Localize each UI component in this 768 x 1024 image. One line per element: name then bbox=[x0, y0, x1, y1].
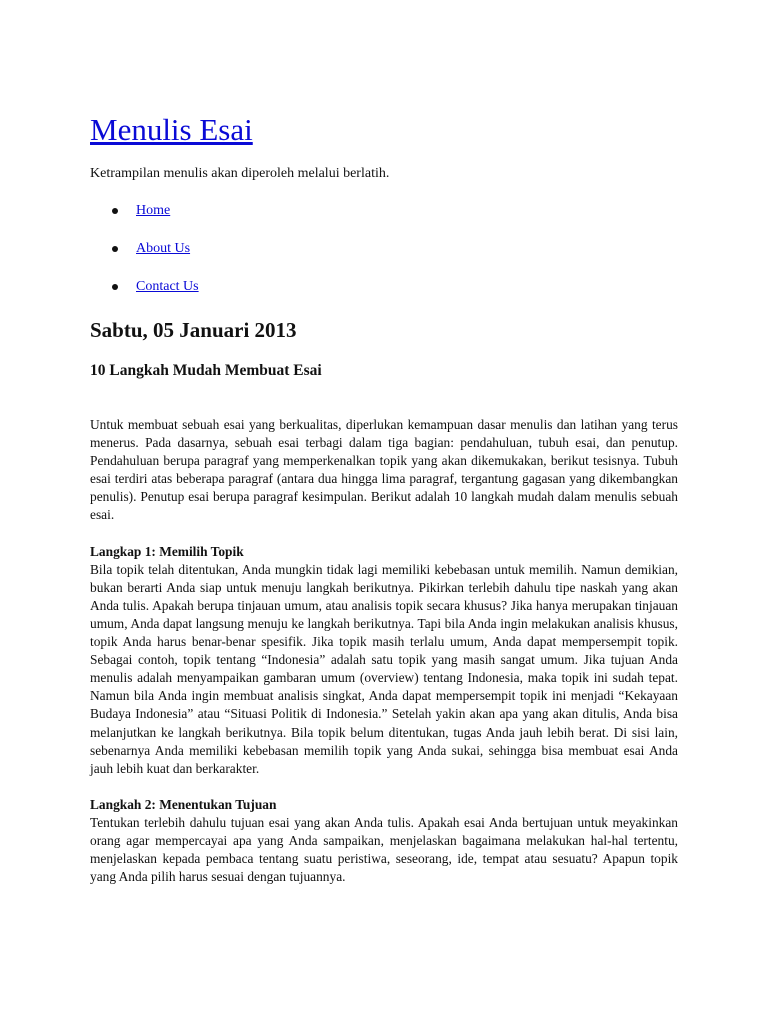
date-header: Sabtu, 05 Januari 2013 bbox=[90, 318, 297, 342]
nav-item-contact bbox=[90, 274, 199, 312]
post-body bbox=[90, 416, 678, 886]
blog-tagline: Ketrampilan menulis akan diperoleh melalui berlatih. bbox=[90, 166, 390, 181]
post-intro: Untuk membuat sebuah esai yang berkualitas, diperlukan kemampuan dasar menulis dan latihan yang terus menerus. Pada dasarnya, sebuah esai terbagi dalam tiga bagian: pendahuluan, tubuh esai, dan penutup. Pendahuluan berupa paragraf yang memperkenalkan topik yang akan dikemukakan, berikut tesisnya. Tubuh esai terdiri atas beberapa paragraf (antara dua hingga lima paragraf, tergantung gagasan yang dikembangkan penulis). Penutup esai berupa paragraf kesimpulan. Berikut adalah 10 langkah mudah dalam menulis sebuah esai. bbox=[90, 417, 678, 523]
bullet-icon bbox=[112, 284, 118, 290]
blog-title-link[interactable]: Menulis Esai bbox=[90, 112, 253, 147]
nav-item-about bbox=[90, 236, 199, 274]
blog-title bbox=[90, 110, 253, 150]
step1-heading: Langkap 1: Memilih Topik bbox=[90, 543, 244, 559]
post-title: 10 Langkah Mudah Membuat Esai bbox=[90, 362, 322, 379]
step2-text: Tentukan terlebih dahulu tujuan esai yang akan Anda tulis. Apakah esai Anda bertujuan untuk meyakinkan orang agar mempercayai apa yang Anda sampaikan, menjelaskan bagaimana melakukan hal-hal tertentu, menjelaskan kepada pembaca tentang suatu peristiwa, seseorang, ide, tempat atau sesuatu? Apapun topik yang Anda pilih harus sesuai dengan tujuannya. bbox=[90, 814, 678, 885]
nav-link-home[interactable]: Home bbox=[136, 203, 171, 218]
nav-menu bbox=[90, 198, 199, 312]
bullet-icon bbox=[112, 208, 118, 214]
step2-heading: Langkah 2: Menentukan Tujuan bbox=[90, 796, 277, 812]
step1-text: Bila topik telah ditentukan, Anda mungkin tidak lagi memiliki kebebasan untuk memilih. Namun demikian, bukan berarti Anda siap untuk menuju langkah berikutnya. Pikirkan terlebih dahulu tipe naskah yang akan Anda tulis. Apakah berupa tinjauan umum, atau analisis topik secara khusus? Jika hanya merupakan tinjauan umum, Anda dapat langsung menuju ke langkah berikutnya. Tapi bila Anda ingin melakukan analisis khusus, topik Anda harus benar-benar spesifik. Jika topik masih terlalu umum, Anda dapat mempersempit topik. Sebagai contoh, topik tentang “Indonesia” adalah satu topik yang masih sangat umum. Jika tujuan Anda menulis adalah menyampaikan gambaran umum (overview) tentang Indonesia, maka topik ini sudah tepat. Namun bila Anda ingin membuat analisis singkat, Anda dapat mempersempit topik ini menjadi “Kekayaan Budaya Indonesia” atau “Situasi Politik di Indonesia.” Setelah yakin akan apa yang akan ditulis, Anda bisa melanjutkan ke langkah berikutnya. Bila topik belum ditentukan, tugas Anda jauh lebih berat. Di sisi lain, sebenarnya Anda memiliki kebebasan memilih topik yang Anda sukai, sehingga bisa membuat esai Anda jauh lebih kuat dan berkarakter. bbox=[90, 561, 678, 776]
nav-item-home bbox=[90, 198, 199, 236]
bullet-icon bbox=[112, 246, 118, 252]
nav-link-contact[interactable]: Contact Us bbox=[136, 279, 199, 294]
nav-link-about[interactable]: About Us bbox=[136, 241, 191, 256]
